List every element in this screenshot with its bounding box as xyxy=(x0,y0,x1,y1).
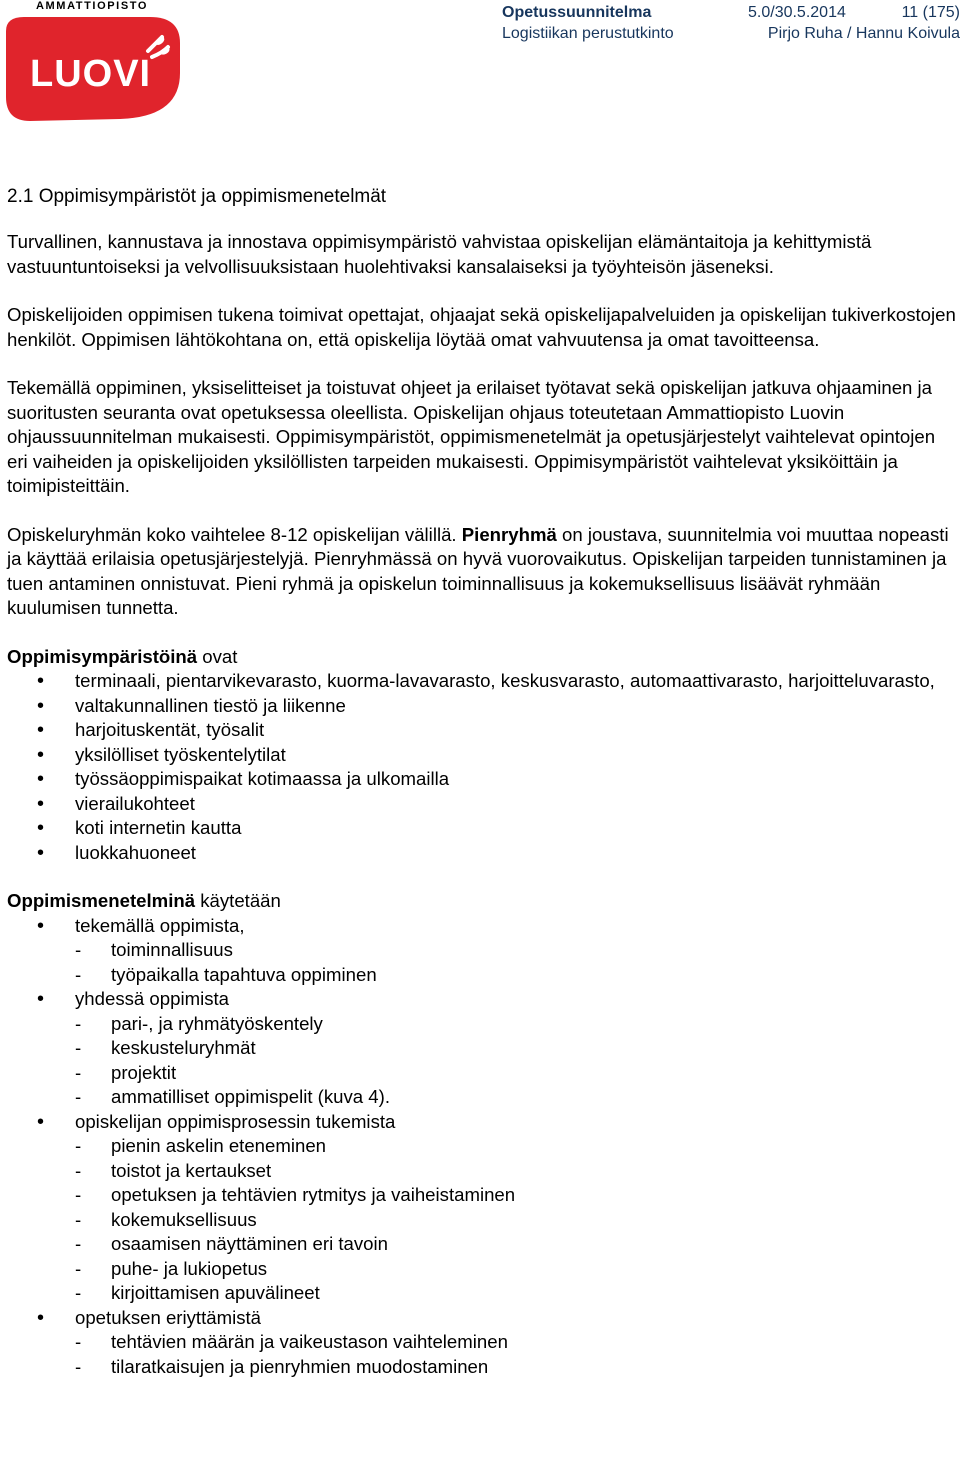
method-label: yhdessä oppimista xyxy=(75,988,229,1009)
environments-section xyxy=(7,645,957,866)
sub-item: - toiminnallisuus xyxy=(75,938,957,963)
sub-item: - tehtävien määrän ja vaikeustason vaihteleminen xyxy=(75,1330,957,1355)
list-item: • yksilölliset työskentelytilat xyxy=(7,743,957,768)
list-item: • terminaali, pientarvikevarasto, kuorma-lavavarasto, keskusvarasto, automaattivarasto, harjoitteluvarasto, xyxy=(7,669,957,694)
methods-heading-rest: käytetään xyxy=(200,890,281,911)
paragraph-3: Tekemällä oppiminen, yksiselitteiset ja toistuvat ohjeet ja erilaiset työtavat sekä opiskelijan jatkuva ohjaaminen ja suoritusten seuranta ovat opetuksessa oleellista. Opiskelijan ohjaus toteutetaan Ammattiopisto Luovin ohjaussuunnitelman mukaisesti. Oppimisympäristöt, oppimismenetelmät ja opetusjärjestelyt vaihtelevat opintojen eri vaiheiden ja opiskelijoiden yksilöllisten tarpeiden mukaisesti. Oppimisympäristöt vaihtelevat yksiköittäin ja toimipisteittäin. xyxy=(7,377,936,496)
list-item: • luokkahuoneet xyxy=(7,841,957,866)
sub-item: - ammatilliset oppimispelit (kuva 4). xyxy=(75,1085,957,1110)
doc-subtitle: Logistiikan perustutkinto xyxy=(502,25,674,42)
header-info xyxy=(502,2,960,44)
sub-item: - osaamisen näyttäminen eri tavoin xyxy=(75,1232,957,1257)
method-sublist xyxy=(75,1134,957,1306)
sub-item: - kokemuksellisuus xyxy=(75,1208,957,1233)
sub-item: - puhe- ja lukiopetus xyxy=(75,1257,957,1282)
methods-heading xyxy=(7,889,957,914)
method-group xyxy=(7,1306,957,1380)
methods-section xyxy=(7,889,957,1379)
sub-item: - keskusteluryhmät xyxy=(75,1036,957,1061)
environments-heading-rest: ovat xyxy=(202,645,238,667)
p4-text-b: on joustava, suunnitelmia voi muuttaa nopeasti ja käyttää erilaisia opetusjärjestelyjä. Pienryhmässä on hyvä vuorovaikutus. Opiskelijan tarpeiden tunnistaminen ja tuen antaminen onnistuvat. Pieni ryhmä ja opiskelun toiminnallisuus ja kokemuksellisuus lisäävät ryhmään kuulumisen tunnetta. xyxy=(7,523,949,618)
method-group xyxy=(7,987,957,1110)
page-header xyxy=(0,0,960,130)
method-group xyxy=(7,1110,957,1306)
paragraph-1: Turvallinen, kannustava ja innostava oppimisympäristö vahvistaa opiskelijan elämäntaitoja ja kehittymistä vastuuntuntoiseksi ja velvollisuuksistaan huolehtivaksi kansalaiseksi ja työyhteisön jäseneksi. xyxy=(7,231,872,277)
section-title: 2.1 Oppimisympäristöt ja oppimismenetelmät xyxy=(7,186,387,207)
environments-list xyxy=(7,669,957,865)
method-sublist xyxy=(75,938,957,987)
list-item: • koti internetin kautta xyxy=(7,816,957,841)
sub-item: - projektit xyxy=(75,1061,957,1086)
logo-text: LUOVI xyxy=(30,53,152,95)
method-label: opetuksen eriyttämistä xyxy=(75,1306,262,1328)
sub-item: - kirjoittamisen apuvälineet xyxy=(75,1281,957,1306)
doc-title: Opetussuunnitelma xyxy=(502,4,652,21)
list-item: • harjoituskentät, työsalit xyxy=(7,718,957,743)
sub-item: - tilaratkaisujen ja pienryhmien muodostaminen xyxy=(75,1355,957,1380)
p4-bold: Pienryhmä xyxy=(461,523,557,545)
list-item: • työssäoppimispaikat kotimaassa ja ulkomailla xyxy=(7,767,957,792)
list-item: • valtakunnallinen tiestö ja liikenne xyxy=(7,694,957,719)
environments-heading-bold: Oppimisympäristöinä xyxy=(7,645,198,667)
sub-item: - toistot ja kertaukset xyxy=(75,1159,957,1184)
method-label: opiskelijan oppimisprosessin tukemista xyxy=(75,1110,396,1132)
methods-list xyxy=(7,914,957,1380)
page-number: 11 (175) xyxy=(901,4,960,21)
environments-heading xyxy=(7,645,957,670)
sub-item: - pienin askelin eteneminen xyxy=(75,1134,957,1159)
sub-item: - työpaikalla tapahtuva oppiminen xyxy=(75,963,957,988)
doc-version: 5.0/30.5.2014 xyxy=(748,4,846,21)
logo-badge xyxy=(0,13,185,125)
paragraph-2: Opiskelijoiden oppimisen tukena toimivat opettajat, ohjaajat sekä opiskelijapalveluiden ja opiskelijan tukiverkostojen henkilöt. Oppimisen lähtökohtana on, että opiskelija löytää omat vahvuutensa ja omat tavoitteensa. xyxy=(7,304,956,350)
logo-top-text: AMMATTIOPISTO xyxy=(36,0,149,12)
method-group xyxy=(7,914,957,988)
methods-heading-bold: Oppimismenetelminä xyxy=(7,890,196,911)
luovi-logo xyxy=(0,0,185,125)
method-sublist xyxy=(75,1012,957,1110)
list-item: • vierailukohteet xyxy=(7,792,957,817)
p4-text-a: Opiskeluryhmän koko vaihtelee 8-12 opiskelijan välillä. xyxy=(7,523,457,545)
method-sublist xyxy=(75,1330,957,1379)
doc-authors: Pirjo Ruha / Hannu Koivula xyxy=(767,25,960,42)
document-body xyxy=(7,184,957,1379)
method-label: tekemällä oppimista, xyxy=(75,914,245,936)
paragraph-4 xyxy=(7,523,957,621)
sub-item: - pari-, ja ryhmätyöskentely xyxy=(75,1012,957,1037)
sub-item: - opetuksen ja tehtävien rytmitys ja vaiheistaminen xyxy=(75,1183,957,1208)
